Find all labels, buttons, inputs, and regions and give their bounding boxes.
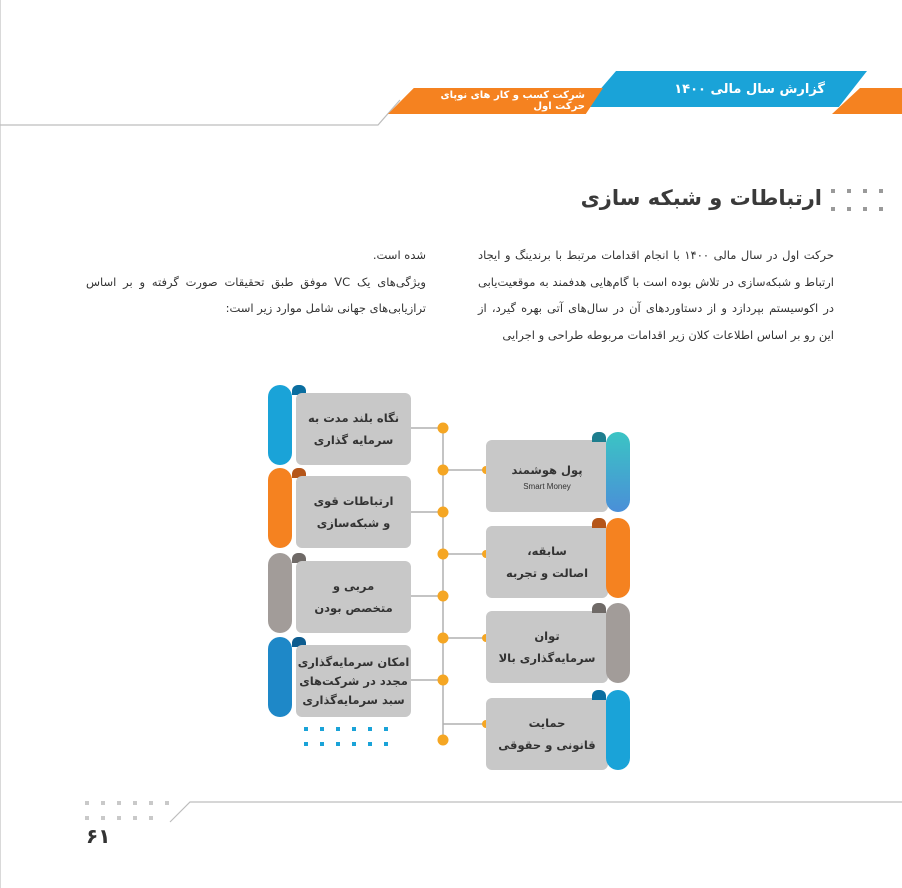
- vc-feature-mentor: [296, 561, 411, 633]
- card-tab-cap: [592, 518, 606, 528]
- page-number: ۶۱: [86, 824, 111, 848]
- card-line: حمایت: [528, 716, 566, 730]
- node: [438, 423, 449, 434]
- blue-dots-decoration: [304, 727, 388, 746]
- card-subline: Smart Money: [523, 482, 571, 491]
- node: [438, 591, 449, 602]
- card-line: متخصص بودن: [314, 601, 393, 615]
- node: [438, 507, 449, 518]
- card-tab: [268, 637, 292, 717]
- card-line: مربی و: [332, 579, 375, 593]
- node: [438, 549, 449, 560]
- card-line: توان: [534, 629, 560, 643]
- node: [438, 633, 449, 644]
- vc-feature-networking: [296, 476, 411, 548]
- card-tab: [606, 432, 630, 512]
- paragraph-vc-intro: ویژگی‌های یک VC موفق طبق تحقیقات صورت گرفته و بر اساس ترازیابی‌های جهانی شامل موارد زیر است:: [86, 274, 426, 315]
- card-tab: [268, 468, 292, 548]
- card-line: قانونی و حقوقی: [498, 738, 596, 752]
- card-line: امکان سرمایه‌گذاری: [297, 654, 410, 669]
- card-tab-cap: [592, 690, 606, 700]
- section-title: ارتباطات و شبکه سازی: [580, 186, 822, 210]
- card-line: سبد سرمایه‌گذاری: [302, 692, 405, 707]
- vc-feature-capacity: [486, 611, 608, 683]
- header-company-name: شرکت کسب و کار های نوپای حرکت اول: [440, 90, 585, 112]
- card-tab: [606, 603, 630, 683]
- vc-feature-reinvest: [296, 645, 411, 717]
- vc-feature-long-term: [296, 393, 411, 465]
- vc-feature-legal: [486, 698, 608, 770]
- card-line: ارتباطات قوی: [313, 494, 394, 508]
- card-line: اصالت و تجربه: [505, 566, 589, 580]
- node: [438, 675, 449, 686]
- card-line: و شبکه‌سازی: [316, 516, 391, 530]
- node: [438, 465, 449, 476]
- node: [438, 735, 449, 746]
- header-report-title: گزارش سال مالی ۱۴۰۰: [674, 81, 825, 97]
- card-tab: [268, 385, 292, 465]
- card-line: نگاه بلند مدت به: [307, 411, 400, 425]
- vc-features-paragraph: [86, 242, 426, 322]
- intro-paragraph: حرکت اول در سال مالی ۱۴۰۰ با انجام اقدامات مرتبط با برندینگ و ایجاد ارتباط و شبکه‌سازی در تلاش بوده است با گام‌هایی هدفمند به موقعیت‌یابی در اکوسیستم بپردازد و از دستاوردهای آن در سال‌های آتی بهره گیرد، از این رو بر اساس اطلاعات کلان زیر اقدامات مربوطه طراحی و اجرایی: [478, 248, 834, 342]
- paragraph-continuation: شده است.: [372, 248, 426, 262]
- card-line: سابقه،: [527, 544, 567, 558]
- card-tab-cap: [592, 603, 606, 613]
- card-line: پول هوشمند: [511, 463, 583, 477]
- vc-feature-smart-money: [486, 440, 608, 512]
- header-rule: [0, 0, 902, 140]
- card-tab: [268, 553, 292, 633]
- card-line: سرمایه گذاری: [313, 433, 394, 447]
- card-line: مجدد در شرکت‌های: [299, 673, 408, 688]
- card-tab-cap: [592, 432, 606, 442]
- card-tab: [606, 690, 630, 770]
- vc-feature-experience: [486, 526, 608, 598]
- card-tab: [606, 518, 630, 598]
- title-dots-decoration: [827, 186, 887, 216]
- card-line: سرمایه‌گذاری بالا: [498, 651, 596, 665]
